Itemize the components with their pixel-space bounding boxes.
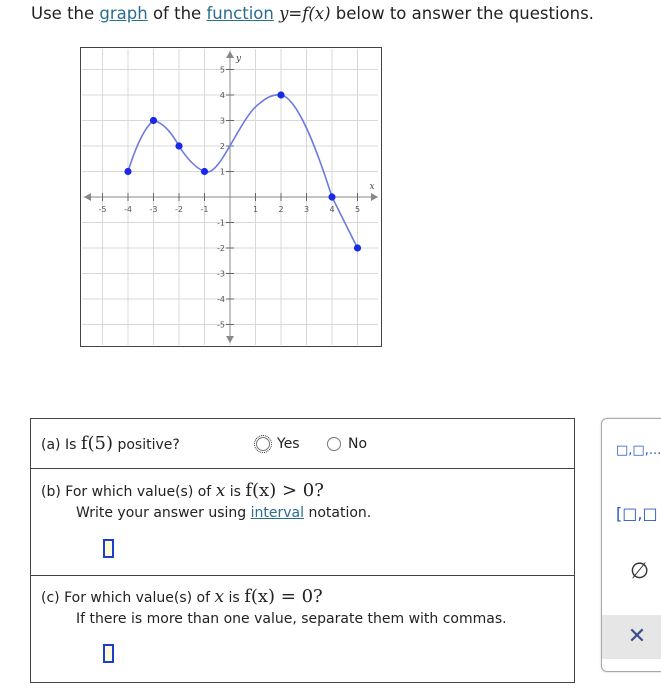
- question-c-box: [30, 575, 575, 683]
- data-point: [150, 117, 157, 124]
- question-b-instruction: [76, 505, 371, 521]
- yes-label: Yes: [277, 436, 300, 452]
- data-point: [354, 244, 361, 251]
- question-c-expr: f(x) = 0?: [244, 586, 323, 607]
- list-button[interactable]: □,□,...: [616, 443, 661, 458]
- function-graph: [80, 47, 382, 347]
- x-tick-label: 3: [303, 205, 310, 214]
- data-point: [201, 168, 208, 175]
- function-link[interactable]: function: [206, 4, 274, 23]
- prompt-prefix: Use the: [31, 4, 100, 23]
- question-prompt: [31, 4, 594, 23]
- y-tick-label: 4: [219, 91, 225, 100]
- question-c-instruction: If there is more than one value, separate them with commas.: [76, 611, 507, 627]
- question-a-expr: f(5): [80, 433, 114, 454]
- x-tick-label: 5: [354, 205, 361, 214]
- interval-button[interactable]: [□,□: [616, 504, 658, 523]
- data-point: [124, 168, 131, 175]
- prompt-middle: of the: [147, 4, 207, 23]
- question-c-var: x: [214, 587, 225, 607]
- clear-button[interactable]: ✕: [602, 615, 661, 659]
- question-a-box: [30, 418, 575, 469]
- x-tick-label: -4: [124, 205, 132, 214]
- math-toolbar: [601, 418, 661, 672]
- question-b-sub-suffix: notation.: [304, 505, 372, 521]
- no-label: No: [348, 436, 368, 452]
- yes-radio[interactable]: [256, 437, 270, 451]
- x-tick-label: 4: [329, 205, 335, 214]
- x-tick-label: -2: [175, 205, 183, 214]
- question-a-tail: positive?: [113, 437, 180, 453]
- question-a-is: Is: [64, 437, 81, 453]
- y-tick-label: -5: [217, 320, 225, 330]
- answer-b-input[interactable]: [103, 539, 114, 558]
- y-tick-label: 5: [219, 65, 225, 75]
- question-b-var: x: [215, 481, 226, 501]
- prompt-suffix: below to answer the questions.: [330, 4, 594, 23]
- question-b-sub-prefix: Write your answer using: [76, 505, 251, 521]
- x-axis-label: x: [369, 182, 375, 192]
- answer-c-input[interactable]: [103, 644, 114, 663]
- question-a-text: [41, 433, 180, 454]
- empty-set-button[interactable]: ∅: [630, 559, 650, 584]
- x-tick-label: -5: [98, 205, 107, 214]
- y-tick-label: -1: [217, 218, 225, 228]
- question-c-text2: is: [224, 590, 245, 606]
- question-b-text: [41, 480, 324, 501]
- question-c-text: [41, 586, 323, 607]
- x-tick-label: -1: [200, 205, 209, 214]
- y-tick-label: 2: [219, 142, 225, 151]
- interval-link[interactable]: interval: [250, 505, 304, 521]
- y-tick-label: 3: [219, 116, 225, 126]
- question-a-label: (a): [41, 437, 61, 453]
- function-notation: y=f(x): [279, 4, 331, 23]
- y-tick-label: -4: [217, 295, 225, 304]
- question-b-box: [30, 468, 575, 576]
- question-b-text1: For which value(s) of: [65, 484, 216, 500]
- question-b-expr: f(x) > 0?: [245, 480, 324, 501]
- y-tick-label: 1: [219, 167, 225, 177]
- x-tick-label: 1: [252, 205, 259, 214]
- x-tick-label: 2: [278, 205, 284, 214]
- question-b-label: (b): [41, 484, 61, 500]
- data-point: [175, 142, 182, 149]
- data-point: [277, 91, 284, 98]
- question-b-text2: is: [225, 484, 246, 500]
- data-point: [328, 193, 335, 200]
- question-c-text1: For which value(s) of: [64, 590, 215, 606]
- question-c-label: (c): [41, 590, 60, 606]
- x-tick-label: -3: [149, 205, 158, 214]
- graph-link[interactable]: graph: [99, 4, 148, 23]
- y-tick-label: -2: [217, 244, 225, 253]
- no-radio[interactable]: [327, 437, 341, 451]
- y-tick-label: -3: [217, 269, 225, 279]
- y-axis-label: y: [236, 54, 242, 64]
